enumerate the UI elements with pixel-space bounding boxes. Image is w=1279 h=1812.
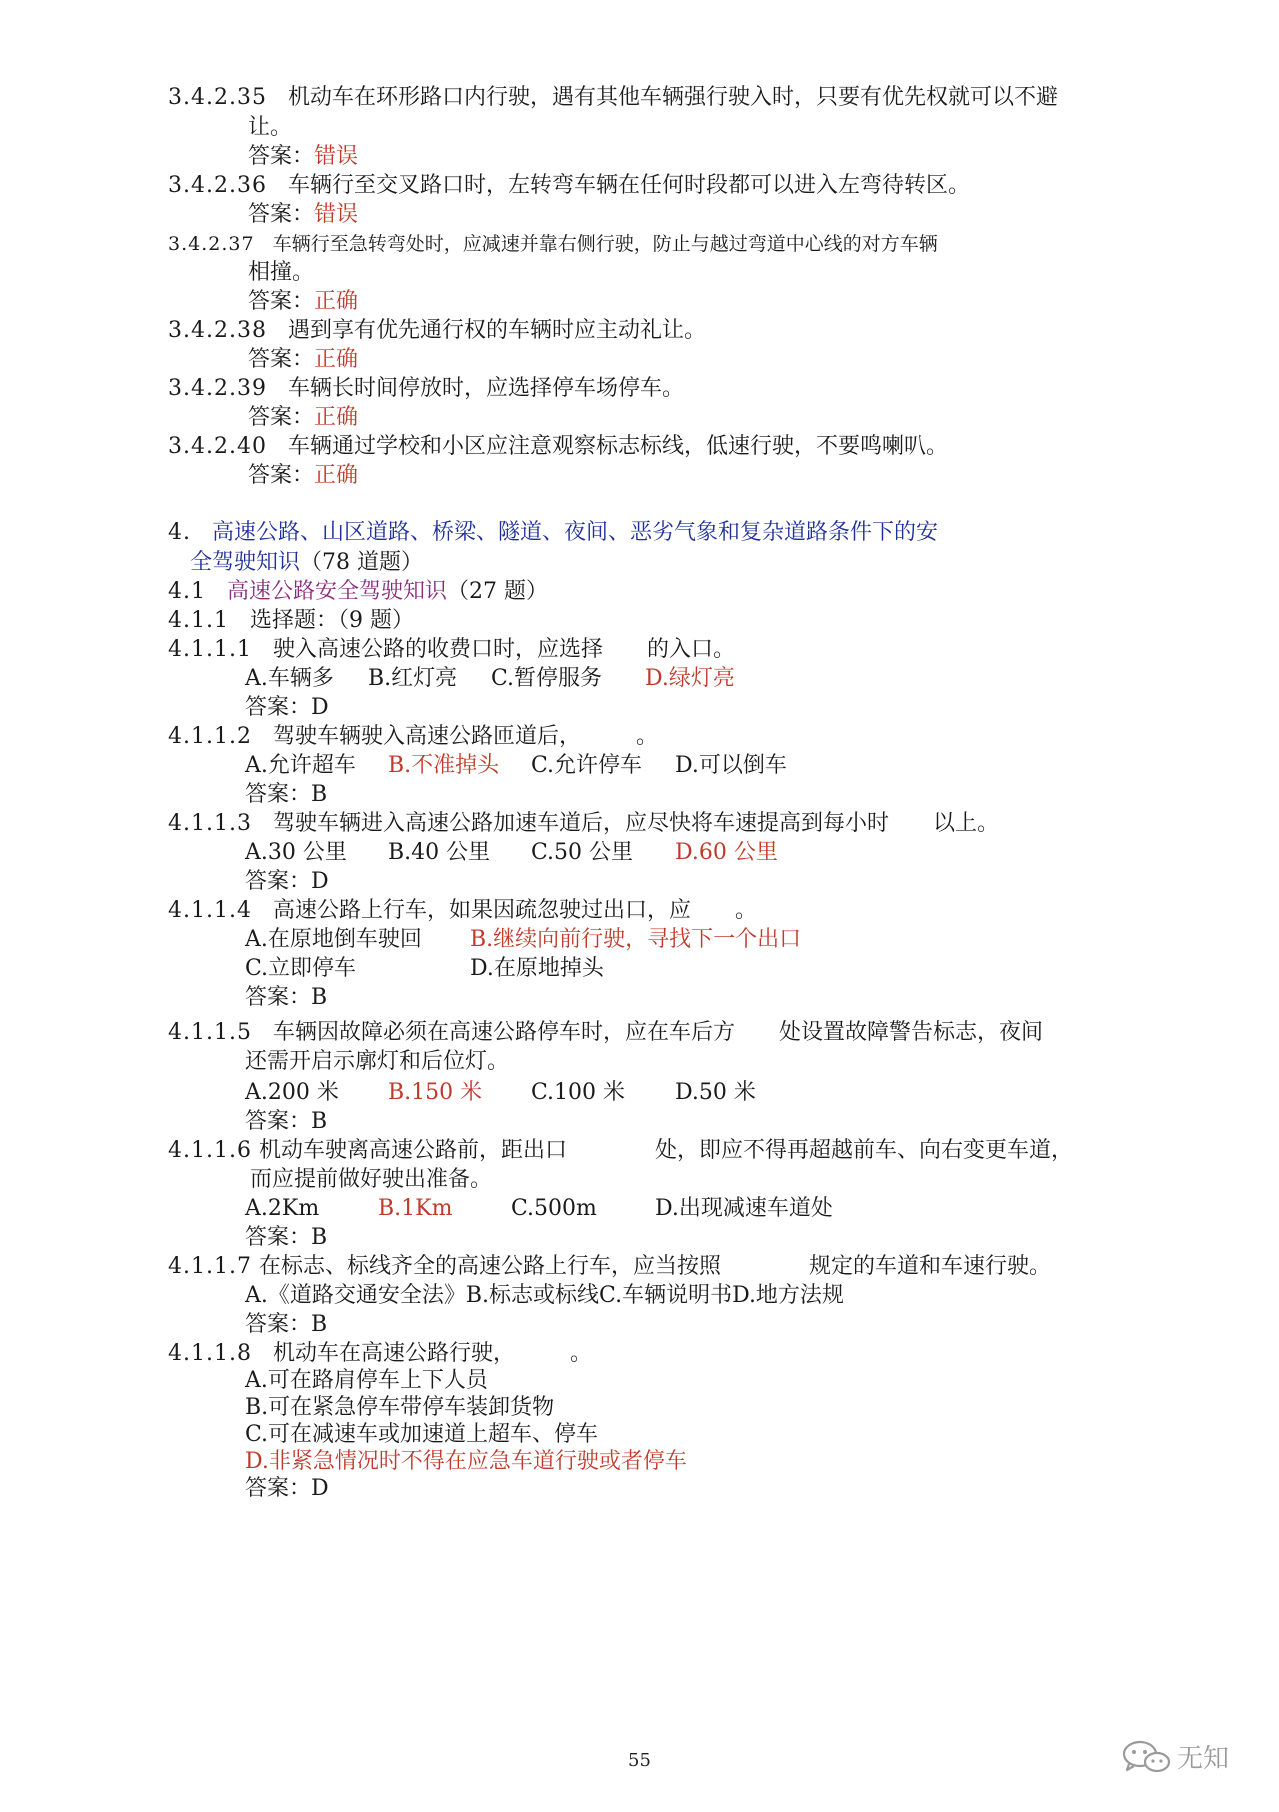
answer-line [248, 345, 358, 375]
question-number: 4.1.1.2 [168, 724, 252, 749]
answer-line [248, 461, 358, 491]
answer-value: 正确 [314, 463, 359, 488]
answer-label: 答案： [248, 405, 315, 430]
question-number: 3.4.2.36 [168, 173, 267, 198]
question-4-1-1-6 [168, 1136, 1073, 1166]
section-title: 高速公路、山区道路、桥梁、隧道、夜间、恶劣气象和复杂道路条件下的安 [211, 520, 938, 545]
answer-value: 正确 [314, 405, 359, 430]
option-b: B.150 米 [388, 1080, 483, 1105]
question-text-cont: 相撞。 [248, 260, 315, 285]
section-4-heading [168, 518, 938, 548]
option-b: B.可在紧急停车带停车装卸货物 [245, 1395, 555, 1420]
answer-line [248, 200, 358, 230]
question-3-4-2-39 [168, 374, 684, 404]
section-number: 4.1.1 [168, 608, 229, 633]
answer-label: 答案： [248, 463, 315, 488]
question-text: 机动车驶离高速公路前，距出口 处，即应不得再超越前车、向右变更车道， [258, 1138, 1073, 1163]
option-c: C.50 公里 [531, 840, 634, 865]
option-c: C.允许停车 [531, 753, 643, 778]
answer-line [248, 403, 358, 433]
wechat-icon [1121, 1740, 1171, 1774]
option-d: D.50 米 [675, 1080, 756, 1105]
option-c: C.立即停车 [245, 956, 357, 981]
answer-label: 答案： [248, 202, 315, 227]
question-number: 4.1.1.1 [168, 637, 252, 662]
option-d: D.出现减速车道处 [655, 1196, 833, 1221]
section-4-heading-cont [190, 548, 423, 578]
option-b: B.红灯亮 [368, 666, 458, 691]
answer-value: 正确 [314, 347, 359, 372]
question-number: 3.4.2.38 [168, 318, 267, 343]
question-4-1-1-4 [168, 896, 757, 926]
question-text: 机动车在高速公路行驶， 。 [272, 1341, 592, 1366]
answer-line: 答案：B [245, 782, 328, 807]
option-b: B.继续向前行驶，寻找下一个出口 [470, 927, 802, 952]
option-c: C.100 米 [531, 1080, 626, 1105]
answer-line: 答案：D [245, 1476, 329, 1501]
question-4-1-1-8 [168, 1339, 592, 1369]
question-number: 3.4.2.40 [168, 434, 267, 459]
question-number: 3.4.2.39 [168, 376, 267, 401]
option-d: D.可以倒车 [675, 753, 787, 778]
question-text: 车辆因故障必须在高速公路停车时，应在车后方 处设置故障警告标志，夜间 [272, 1020, 1043, 1045]
question-text: 车辆通过学校和小区应注意观察标志标线，低速行驶，不要鸣喇叭。 [287, 434, 948, 459]
question-4-1-1-3 [168, 809, 999, 839]
section-number: 4.1 [168, 579, 206, 604]
section-count: （27 题） [447, 579, 548, 604]
section-title: 高速公路安全驾驶知识 [226, 579, 447, 604]
option-b: B.不准掉头 [388, 753, 500, 778]
option-c: C.500m [511, 1196, 597, 1221]
option-a: A.30 公里 [245, 840, 347, 865]
question-3-4-2-38 [168, 316, 706, 346]
option-b: B.1Km [378, 1196, 453, 1221]
answer-value: 错误 [314, 144, 359, 169]
answer-value: 正确 [314, 289, 359, 314]
question-text: 遇到享有优先通行权的车辆时应主动礼让。 [287, 318, 706, 343]
question-number: 3.4.2.37 [168, 233, 255, 255]
question-text: 驾驶车辆进入高速公路加速车道后，应尽快将车速提高到每小时 以上。 [272, 811, 999, 836]
watermark-text: 无知 [1176, 1744, 1229, 1774]
option-d: D.在原地掉头 [470, 956, 604, 981]
page-number: 55 [628, 1750, 651, 1771]
question-4-1-1-2 [168, 722, 658, 752]
question-number: 4.1.1.3 [168, 811, 252, 836]
question-3-4-2-35 [168, 83, 1058, 113]
answer-label: 答案： [248, 289, 315, 314]
question-text: 在标志、标线齐全的高速公路上行车，应当按照 规定的车道和车速行驶。 [258, 1254, 1051, 1279]
option-b: B.40 公里 [388, 840, 491, 865]
options-line: A.《道路交通安全法》B.标志或标线C.车辆说明书D.地方法规 [245, 1283, 844, 1308]
option-a: A.200 米 [245, 1080, 339, 1105]
option-d: D.非紧急情况时不得在应急车道行驶或者停车 [245, 1449, 687, 1474]
option-d: D.绿灯亮 [645, 666, 735, 691]
question-4-1-1-5 [168, 1018, 1043, 1048]
question-text: 驾驶车辆驶入高速公路匝道后， 。 [272, 724, 658, 749]
question-number: 4.1.1.4 [168, 898, 252, 923]
question-3-4-2-36 [168, 171, 970, 201]
question-number: 4.1.1.6 [168, 1138, 252, 1163]
answer-label: 答案： [248, 144, 315, 169]
answer-line [248, 142, 358, 172]
answer-label: 答案： [248, 347, 315, 372]
answer-line: 答案：D [245, 869, 329, 894]
section-count: （78 道题） [300, 550, 424, 575]
answer-line [248, 287, 358, 317]
answer-line: 答案：B [245, 1225, 328, 1250]
question-number: 4.1.1.8 [168, 1341, 252, 1366]
answer-line: 答案：B [245, 985, 328, 1010]
section-4-1-heading [168, 577, 548, 607]
option-a: A.2Km [245, 1196, 320, 1221]
section-title: 选择题：（9 题） [249, 608, 414, 633]
question-text-cont: 还需开启示廓灯和后位灯。 [245, 1049, 510, 1074]
option-c: C.暂停服务 [491, 666, 603, 691]
question-text: 车辆行至急转弯处时，应减速并靠右侧行驶，防止与越过弯道中心线的对方车辆 [272, 233, 938, 255]
question-text: 车辆行至交叉路口时，左转弯车辆在任何时段都可以进入左弯待转区。 [287, 173, 970, 198]
question-3-4-2-40 [168, 432, 948, 462]
question-text: 高速公路上行车，如果因疏忽驶过出口，应 。 [272, 898, 757, 923]
section-4-1-1-heading [168, 606, 414, 636]
option-d: D.60 公里 [675, 840, 778, 865]
question-number: 4.1.1.7 [168, 1254, 252, 1279]
answer-value: 错误 [314, 202, 359, 227]
question-number: 3.4.2.35 [168, 85, 267, 110]
question-4-1-1-1 [168, 635, 735, 665]
question-text-cont: 让。 [248, 115, 293, 140]
question-text-cont: 而应提前做好驶出准备。 [250, 1167, 493, 1192]
question-3-4-2-37 [168, 229, 938, 259]
section-number: 4. [168, 520, 191, 545]
option-a: A.可在路肩停车上下人员 [245, 1368, 488, 1393]
question-text: 驶入高速公路的收费口时，应选择 的入口。 [272, 637, 735, 662]
question-text: 机动车在环形路口内行驶，遇有其他车辆强行驶入时，只要有优先权就可以不避 [287, 85, 1058, 110]
answer-line: 答案：B [245, 1312, 328, 1337]
watermark [1121, 1738, 1229, 1775]
option-c: C.可在减速车或加速道上超车、停车 [245, 1422, 599, 1447]
question-text: 车辆长时间停放时，应选择停车场停车。 [287, 376, 684, 401]
answer-line: 答案：B [245, 1109, 328, 1134]
option-a: A.允许超车 [245, 753, 356, 778]
section-title-cont: 全驾驶知识 [190, 550, 301, 575]
question-number: 4.1.1.5 [168, 1020, 252, 1045]
question-4-1-1-7 [168, 1252, 1051, 1282]
option-a: A.在原地倒车驶回 [245, 927, 422, 952]
option-a: A.车辆多 [245, 666, 334, 691]
answer-line: 答案：D [245, 695, 329, 720]
